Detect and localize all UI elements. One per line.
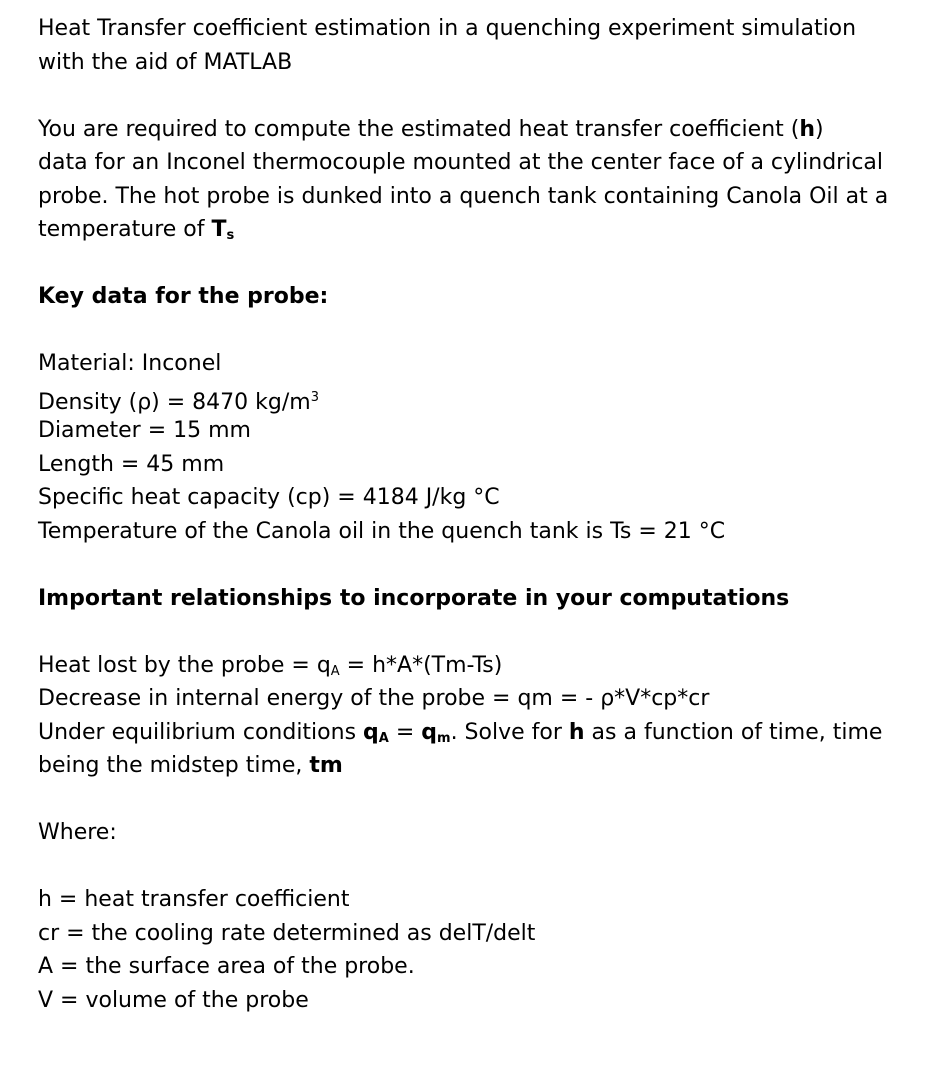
density-text: Density (ρ) = 8470 kg/m — [38, 389, 311, 415]
density-exponent: 3 — [310, 389, 319, 405]
intro-text: You are required to compute the estimated heat transfer coefficient ( — [38, 116, 800, 142]
spacer — [38, 850, 918, 884]
midstep-text: being the midstep time, — [38, 753, 310, 778]
spacer — [38, 615, 918, 649]
qa-subscript: A — [330, 663, 340, 679]
a-definition: A = the surface area of the probe. — [38, 954, 415, 979]
equals-sign: = — [388, 719, 422, 745]
document — [38, 12, 918, 1017]
key-data-heading: Key data for the probe: — [38, 284, 329, 309]
spacer — [38, 783, 918, 817]
intro-line-4 — [38, 213, 918, 247]
equilibrium-text: as a function of time, time — [584, 719, 883, 745]
title-line-2: with the aid of MATLAB — [38, 49, 293, 75]
heat-lost-text: Heat lost by the probe = q — [38, 652, 331, 678]
midstep-line — [38, 749, 918, 783]
internal-energy-line: Decrease in internal energy of the probe = qm = - ρ*V*cp*cr — [38, 686, 710, 711]
qm-subscript: m — [437, 730, 451, 746]
length-line: Length = 45 mm — [38, 451, 225, 477]
intro-text: ) — [815, 116, 824, 142]
spacer — [38, 314, 918, 348]
oil-temperature-line: Temperature of the Canola oil in the quench tank is Ts = 21 °C — [38, 518, 726, 544]
specific-heat-line: Specific heat capacity (cp) = 4184 J/kg °C — [38, 485, 500, 510]
qm-symbol: q — [421, 719, 438, 745]
title-line-1: Heat Transfer coefficient estimation in a quenching experiment simulation — [38, 16, 857, 41]
heat-lost-formula: = h*A*(Tm-Ts) — [339, 652, 503, 678]
spacer — [38, 548, 918, 582]
heat-lost-line — [38, 649, 918, 683]
equilibrium-line — [38, 716, 918, 750]
qa-subscript: A — [378, 730, 389, 746]
h-definition: h = heat transfer coefficient — [38, 887, 350, 912]
ts-subscript: s — [226, 228, 235, 243]
spacer — [38, 247, 918, 281]
intro-text: temperature of — [38, 217, 212, 242]
relationships-heading: Important relationships to incorporate in your computations — [38, 585, 790, 611]
intro-line-3: probe. The hot probe is dunked into a quench tank containing Canola Oil at a — [38, 183, 889, 209]
where-heading: Where: — [38, 820, 117, 845]
equilibrium-text: Under equilibrium conditions — [38, 719, 364, 745]
spacer — [38, 79, 918, 113]
v-definition: V = volume of the probe — [38, 987, 309, 1013]
material-line: Material: Inconel — [38, 351, 222, 376]
density-line — [38, 381, 918, 415]
diameter-line: Diameter = 15 mm — [38, 418, 251, 443]
h-symbol: h — [568, 719, 585, 745]
cr-definition: cr = the cooling rate determined as delT/delt — [38, 920, 536, 946]
equilibrium-text: . Solve for — [450, 719, 569, 745]
intro-line-1 — [38, 113, 918, 147]
qa-symbol: q — [363, 719, 379, 745]
intro-line-2: data for an Inconel thermocouple mounted at the center face of a cylindrical — [38, 150, 884, 175]
h-symbol: h — [799, 116, 816, 142]
tm-symbol: tm — [309, 753, 343, 778]
ts-symbol: T — [211, 217, 227, 242]
